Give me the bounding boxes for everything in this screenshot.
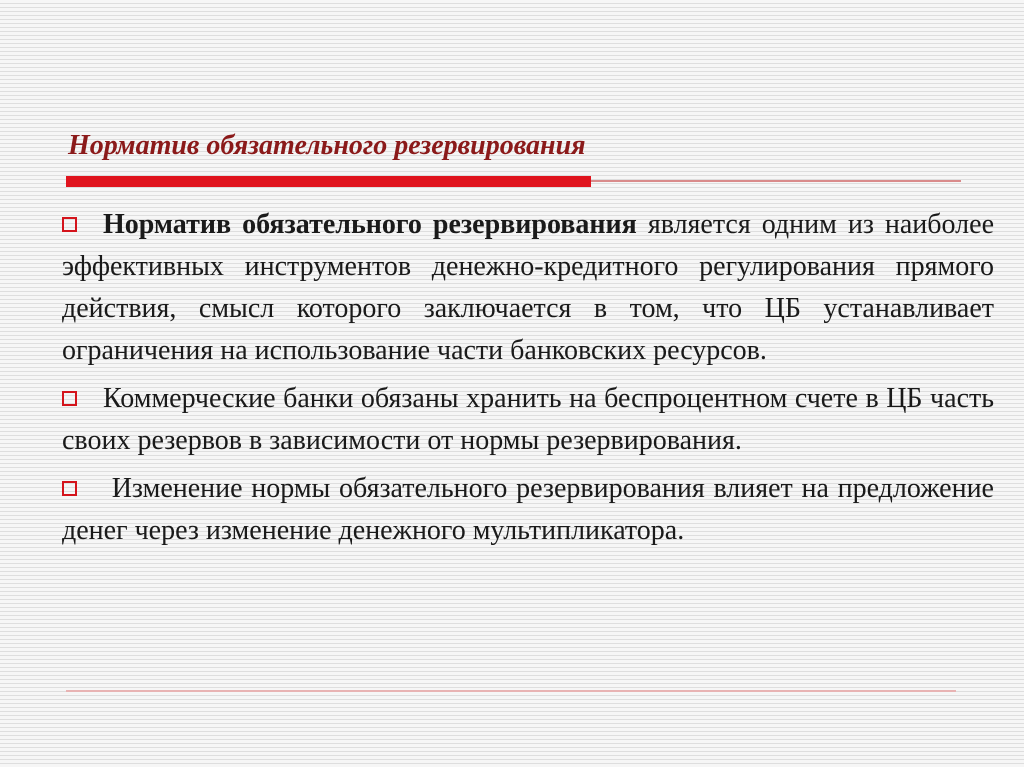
hollow-square-bullet-icon bbox=[62, 481, 77, 496]
slide-title: Норматив обязательного резервирования bbox=[68, 130, 586, 161]
paragraph-reserve-ratio-definition bbox=[62, 204, 994, 372]
bottom-divider bbox=[66, 690, 956, 692]
title-underline-accent bbox=[66, 176, 591, 187]
paragraph-text: Изменение нормы обязательного резервирования влияет на предложение денег через изменение денежного мультипликатора. bbox=[62, 473, 994, 546]
bold-term: Норматив обязательного резервирования bbox=[103, 209, 637, 240]
hollow-square-bullet-icon bbox=[62, 391, 77, 406]
paragraph-text: Коммерческие банки обязаны хранить на беспроцентном счете в ЦБ часть своих резервов в зависимости от нормы резервирования. bbox=[62, 383, 994, 456]
slide-body bbox=[62, 204, 994, 558]
paragraph-text: является одним из наиболее эффективных инструментов денежно-кредитного регулирования прямого действия, смысл которого заключается в том, что ЦБ устанавливает ограничения на использование части банковских ресурсов. bbox=[62, 209, 995, 366]
hollow-square-bullet-icon bbox=[62, 217, 77, 232]
title-underline-thin bbox=[591, 180, 961, 182]
paragraph-ratio-change bbox=[62, 468, 994, 552]
paragraph-commercial-banks bbox=[62, 378, 994, 462]
